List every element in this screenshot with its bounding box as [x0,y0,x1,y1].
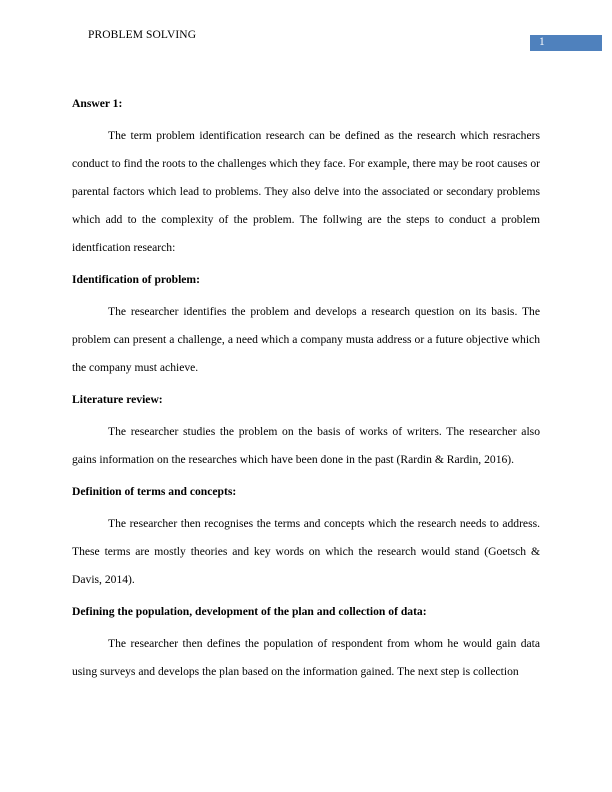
page-number: 1 [539,36,545,48]
section-heading-definition-of-terms: Definition of terms and concepts: [72,485,237,498]
running-head: PROBLEM SOLVING [88,29,197,41]
section-heading-answer-1: Answer 1: [72,97,123,110]
section-heading-defining-population: Defining the population, development of the plan and collection of data: [72,605,427,618]
document-body [72,94,540,694]
section-paragraph-identification: The researcher identifies the problem and develops a research question on its basis. The problem can present a challenge, a need which a company musta address or a future objective which the company must achieve. [72,305,540,374]
section-paragraph-defining-population: The researcher then defines the population of respondent from whom he would gain data using surveys and develops the plan based on the information gained. The next step is collection [72,637,540,678]
section-paragraph-definition-of-terms: The researcher then recognises the terms and concepts which the research needs to address. These terms are mostly theories and key words on which the research would stand (Goetsch & Davis, 2014). [72,517,540,586]
section-heading-literature-review: Literature review: [72,393,163,406]
section-paragraph-answer-1: The term problem identification research can be defined as the research which resrachers conduct to find the roots to the challenges which they face. For example, there may be root causes or parental factors which lead to problems. They also delve into the associated or secondary problems which add to the complexity of the problem. The follwing are the steps to conduct a problem identfication research: [72,129,540,254]
section-paragraph-literature-review: The researcher studies the problem on the basis of works of writers. The researcher also gains information on the researches which have been done in the past (Rardin & Rardin, 2016). [72,425,540,466]
section-heading-identification: Identification of problem: [72,273,200,286]
page-number-box [530,35,602,51]
